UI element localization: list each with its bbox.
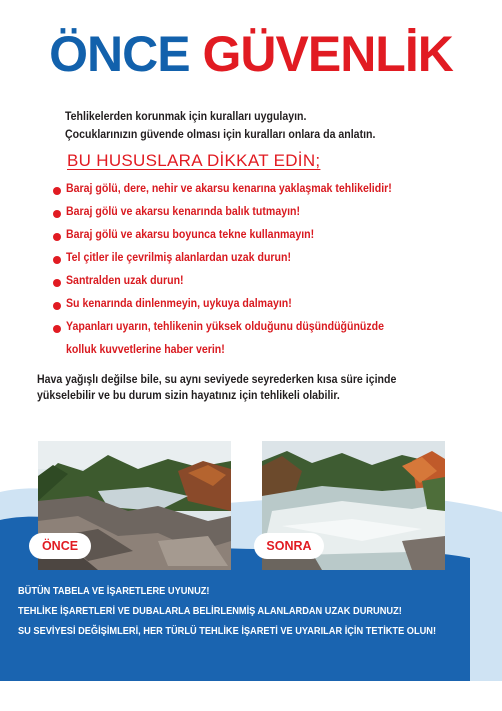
rule-item: Baraj gölü, dere, nehir ve akarsu kenarına yaklaşmak tehlikelidir! [66, 183, 392, 195]
rule-item: Baraj gölü ve akarsu boyunca tekne kullanmayın! [66, 229, 315, 241]
title-part-guvenlik: GÜVENLİK [202, 26, 453, 82]
rule-item: Yapanları uyarın, tehlikenin yüksek olduğunu düşündüğünüzde [66, 321, 385, 333]
intro-line-1: Tehlikelerden korunmak için kuralları uygulayın. [65, 111, 307, 123]
rule-item-continuation: kolluk kuvvetlerine haber verin! [66, 344, 225, 356]
rule-item: Santralden uzak durun! [66, 275, 184, 287]
bottom-warning-3: SU SEVİYESİ DEĞİŞİMLERİ, HER TÜRLÜ TEHLİKE İŞARETİ VE UYARILAR İÇİN TETİKTE OLUN! [18, 625, 437, 637]
warning-paragraph-line-2: yükselebilir ve bu durum sizin hayatınız için tehlikeli olabilir. [37, 390, 340, 402]
bottom-warning-1: BÜTÜN TABELA VE İŞARETLERE UYUNUZ! [18, 585, 210, 597]
rule-item: Baraj gölü ve akarsu kenarında balık tutmayın! [66, 206, 301, 218]
after-label: SONRA [254, 533, 324, 559]
title-part-once: ÖNCE [49, 26, 190, 82]
rule-item: Su kenarında dinlenmeyin, uykuya dalmayın! [66, 298, 292, 310]
rule-item: Tel çitler ile çevrilmiş alanlardan uzak durun! [66, 252, 292, 264]
before-label: ÖNCE [29, 533, 91, 559]
intro-line-2: Çocuklarınızın güvende olması için kuralları onlara da anlatın. [65, 129, 376, 141]
warning-heading: BU HUSUSLARA DİKKAT EDİN; [67, 151, 321, 170]
bottom-warning-2: TEHLİKE İŞARETLERİ VE DUBALARLA BELİRLENMİŞ ALANLARDAN UZAK DURUNUZ! [18, 605, 402, 617]
warning-paragraph-line-1: Hava yağışlı değilse bile, su aynı seviyede seyrederken kısa süre içinde [37, 374, 397, 386]
